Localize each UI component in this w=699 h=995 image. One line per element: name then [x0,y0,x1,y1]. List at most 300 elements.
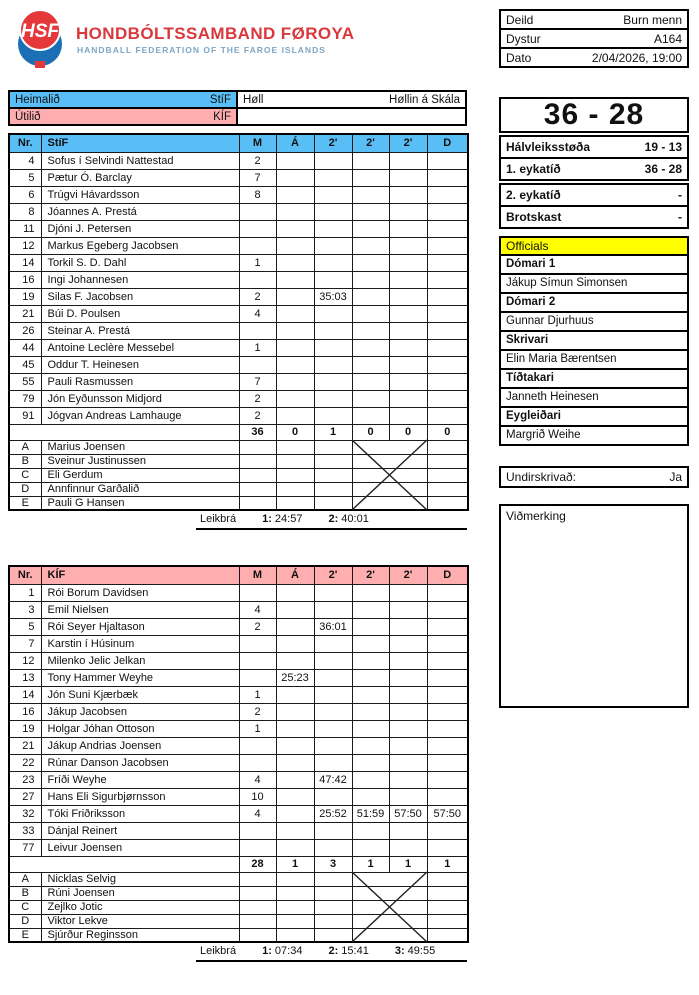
crossed-cell [352,482,427,496]
column-header: Nr. [9,134,41,152]
player-row [9,669,468,686]
stat-cell [427,288,468,305]
stat-cell: 4 [239,305,276,322]
stat-cell [427,900,468,914]
stat-cell [314,220,352,237]
stat-cell [276,254,314,271]
stat-cell [314,839,352,856]
official-name: Viktor Lekve [41,914,239,928]
player-number: 14 [9,686,41,703]
stat-cell [314,635,352,652]
column-header: D [427,134,468,152]
crossed-cell [352,440,427,454]
official-name: Gunnar Djurhuus [499,311,689,332]
stat-cell [239,237,276,254]
total-cell: 1 [314,424,352,440]
roster-table [8,133,469,511]
total-cell: 1 [427,856,468,872]
stat-cell [427,928,468,942]
info-value: A164 [653,31,682,46]
stat-cell [427,220,468,237]
player-row [9,356,468,373]
stat-cell [314,754,352,771]
stat-cell [389,788,427,805]
stat-cell [389,703,427,720]
stat-cell: 57:50 [389,805,427,822]
stat-cell [276,584,314,601]
stat-cell [239,440,276,454]
stat-cell [352,822,389,839]
player-row [9,322,468,339]
stat-cell [276,356,314,373]
stat-cell [239,322,276,339]
stat-cell [314,468,352,482]
stat-cell [352,339,389,356]
stat-cell [276,839,314,856]
player-row [9,339,468,356]
stat-cell [276,220,314,237]
remarks-box [499,504,689,708]
column-header: 2' [314,566,352,584]
stat-cell [352,169,389,186]
stat-cell [389,339,427,356]
stat-cell: 4 [239,805,276,822]
stat-cell [389,220,427,237]
player-name: Jóannes A. Prestá [41,203,239,220]
match-info-box [499,9,689,68]
stat-cell [389,771,427,788]
score-row-halftime [499,135,689,159]
player-name: Jón Eyðunsson Midjord [41,390,239,407]
stat-cell [276,237,314,254]
officials-panel [499,236,689,446]
player-row [9,618,468,635]
official-name: Eli Gerdum [41,468,239,482]
stat-cell [276,440,314,454]
stat-cell: 1 [239,686,276,703]
stat-cell [239,872,276,886]
stat-cell [427,152,468,169]
stat-cell [314,652,352,669]
player-name: Trúgvi Hávardsson [41,186,239,203]
stat-cell [314,788,352,805]
stat-cell: 2 [239,618,276,635]
stat-cell [427,440,468,454]
player-name: Hans Eli Sigurbjørnsson [41,788,239,805]
home-roster-table [8,133,467,530]
roster-table [8,565,469,943]
player-name: Tony Hammer Weyhe [41,669,239,686]
player-name: Djóni J. Petersen [41,220,239,237]
stat-cell [276,928,314,942]
total-cell: 1 [352,856,389,872]
column-header: M [239,134,276,152]
stat-cell [276,305,314,322]
stat-cell [276,373,314,390]
official-row [9,482,468,496]
player-number: 91 [9,407,41,424]
stat-cell [389,152,427,169]
official-row [9,886,468,900]
stat-cell [276,686,314,703]
player-row [9,271,468,288]
player-row [9,635,468,652]
remarks-label: Viðmerking [506,509,566,523]
total-cell: 36 [239,424,276,440]
signed-box [499,466,689,488]
stat-cell [276,468,314,482]
stat-cell: 51:59 [352,805,389,822]
player-row [9,754,468,771]
stat-cell [239,356,276,373]
official-name: Elin Maria Bærentsen [499,349,689,370]
away-label: Útilið [15,110,41,123]
column-header: D [427,566,468,584]
stat-cell [352,305,389,322]
stat-cell [276,482,314,496]
official-letter: D [9,482,41,496]
player-number: 16 [9,271,41,288]
official-letter: E [9,928,41,942]
stat-cell: 25:23 [276,669,314,686]
stat-cell [389,305,427,322]
stat-cell [276,390,314,407]
score-row-overtime2 [499,183,689,207]
stat-cell [427,635,468,652]
player-number: 7 [9,635,41,652]
score-row-value: - [678,210,682,224]
stat-cell [314,872,352,886]
official-row [9,872,468,886]
svg-text:HSF: HSF [21,21,59,42]
official-letter: A [9,872,41,886]
stat-cell [352,288,389,305]
player-number: 14 [9,254,41,271]
stat-cell [276,271,314,288]
stat-cell [314,454,352,468]
stat-cell [276,288,314,305]
stat-cell [389,737,427,754]
official-name: Zejlko Jotic [41,900,239,914]
player-row [9,237,468,254]
stat-cell: 4 [239,601,276,618]
info-label: Dato [506,50,532,65]
stat-cell [314,584,352,601]
stat-cell [389,618,427,635]
stat-cell: 2 [239,703,276,720]
stat-cell [314,886,352,900]
stat-cell [276,322,314,339]
stat-cell [239,754,276,771]
stat-cell [276,601,314,618]
official-letter: A [9,440,41,454]
player-name: Oddur T. Heinesen [41,356,239,373]
stat-cell [276,652,314,669]
player-number: 45 [9,356,41,373]
stat-cell [276,754,314,771]
stat-cell [314,496,352,510]
official-letter: C [9,468,41,482]
stat-cell [314,407,352,424]
column-header: KÍF [41,566,239,584]
stat-cell [427,203,468,220]
stat-cell [427,356,468,373]
player-number: 32 [9,805,41,822]
total-cell: 1 [276,856,314,872]
stat-cell: 47:42 [314,771,352,788]
stat-cell [427,482,468,496]
player-name: Jákup Jacobsen [41,703,239,720]
total-cell: 0 [389,424,427,440]
player-number: 1 [9,584,41,601]
stat-cell [239,454,276,468]
stat-cell [352,754,389,771]
stat-cell [352,322,389,339]
stat-cell: 2 [239,288,276,305]
total-cell: 3 [314,856,352,872]
away-roster-table [8,565,467,962]
score-panel [499,97,689,229]
stat-cell [314,822,352,839]
stat-cell [389,601,427,618]
away-team-band [8,107,467,126]
official-role: Dómari 1 [499,254,689,275]
stat-cell [389,720,427,737]
stat-cell [239,914,276,928]
stat-cell [427,788,468,805]
final-score: 36 - 28 [499,97,689,133]
stat-cell [427,169,468,186]
player-row [9,220,468,237]
stat-cell [239,635,276,652]
stat-cell [314,914,352,928]
stat-cell [352,737,389,754]
official-name: Annfinnur Garðalið [41,482,239,496]
official-role: Eygleiðari [499,406,689,427]
crossed-cell [352,928,427,942]
home-leikbra-footer [196,511,467,530]
totals-row [9,856,468,872]
player-name: Antoine Leclère Messebel [41,339,239,356]
stat-cell [239,822,276,839]
stat-cell [314,237,352,254]
stat-cell [276,805,314,822]
player-row [9,737,468,754]
stat-cell [314,271,352,288]
stat-cell [427,271,468,288]
player-row [9,390,468,407]
match-info-row-dato [499,47,689,68]
player-number: 16 [9,703,41,720]
hall-cell-empty [236,107,467,126]
official-role: Skrivari [499,330,689,351]
stat-cell: 1 [239,254,276,271]
stat-cell [389,390,427,407]
stat-cell [314,322,352,339]
stat-cell: 8 [239,186,276,203]
stat-cell [239,652,276,669]
player-number: 22 [9,754,41,771]
crossed-cell [352,914,427,928]
player-name: Pauli Rasmussen [41,373,239,390]
official-letter: C [9,900,41,914]
player-row [9,839,468,856]
player-number: 55 [9,373,41,390]
stat-cell [389,652,427,669]
player-row [9,703,468,720]
total-cell: 28 [239,856,276,872]
stat-cell [427,914,468,928]
player-row [9,254,468,271]
away-team-name: KÍF [213,110,231,123]
timeout-entry: 1: 07:34 [262,945,303,957]
stat-cell [239,468,276,482]
stat-cell [427,886,468,900]
player-number: 5 [9,618,41,635]
player-number: 6 [9,186,41,203]
stat-cell [314,169,352,186]
player-name: Jógvan Andreas Lamhauge [41,407,239,424]
stat-cell [276,703,314,720]
official-name: Margrið Weihe [499,425,689,446]
stat-cell [276,737,314,754]
stat-cell [314,440,352,454]
stat-cell [427,390,468,407]
stat-cell [427,496,468,510]
stat-cell [276,900,314,914]
totals-spacer [9,856,239,872]
player-number: 12 [9,652,41,669]
player-row [9,822,468,839]
stat-cell [276,152,314,169]
stat-cell [352,186,389,203]
official-row [9,454,468,468]
stat-cell [389,584,427,601]
stat-cell: 25:52 [314,805,352,822]
stat-cell: 2 [239,152,276,169]
stat-cell [427,737,468,754]
player-number: 12 [9,237,41,254]
stat-cell: 1 [239,720,276,737]
player-row [9,169,468,186]
info-label: Deild [506,12,534,27]
player-number: 3 [9,601,41,618]
stat-cell [427,771,468,788]
stat-cell [352,601,389,618]
player-row [9,771,468,788]
stat-cell [352,635,389,652]
player-name: Ingi Johannesen [41,271,239,288]
signed-value: Ja [669,470,682,484]
stat-cell [389,686,427,703]
stat-cell [239,271,276,288]
stat-cell [352,407,389,424]
player-name: Emil Nielsen [41,601,239,618]
stat-cell [427,822,468,839]
stat-cell [239,669,276,686]
player-number: 5 [9,169,41,186]
column-header: M [239,566,276,584]
stat-cell [239,203,276,220]
player-row [9,288,468,305]
stat-cell [314,928,352,942]
stat-cell [389,373,427,390]
org-name: HONDBÓLTSSAMBAND FØROYA [76,24,355,43]
stat-cell [314,373,352,390]
stat-cell [389,754,427,771]
column-header: 2' [352,134,389,152]
player-name: Pætur Ó. Barclay [41,169,239,186]
official-role: Tíðtakari [499,368,689,389]
stat-cell: 36:01 [314,618,352,635]
stat-cell: 2 [239,407,276,424]
timeout-entry: 2: 40:01 [328,513,369,525]
stat-cell: 35:03 [314,288,352,305]
stat-cell [427,584,468,601]
stat-cell [352,771,389,788]
player-row [9,652,468,669]
stat-cell [427,703,468,720]
timeout-entry: 3: 49:55 [394,945,436,957]
stat-cell [239,737,276,754]
stat-cell [314,339,352,356]
stat-cell [427,407,468,424]
stat-cell [427,305,468,322]
totals-row [9,424,468,440]
stat-cell [427,754,468,771]
stat-cell: 7 [239,373,276,390]
stat-cell [352,618,389,635]
stat-cell [276,872,314,886]
player-row [9,373,468,390]
stat-cell: 57:50 [427,805,468,822]
player-number: 26 [9,322,41,339]
officials-header: Officials [499,236,689,256]
column-header: Á [276,134,314,152]
player-name: Torkil S. D. Dahl [41,254,239,271]
leikbra-label: Leikbrá [200,945,237,957]
official-row [9,914,468,928]
totals-spacer [9,424,239,440]
stat-cell [427,652,468,669]
crossed-cell [352,886,427,900]
player-name: Fríði Weyhe [41,771,239,788]
total-cell: 0 [427,424,468,440]
player-name: Leivur Joensen [41,839,239,856]
stat-cell [352,686,389,703]
stat-cell [276,203,314,220]
player-name: Rúnar Danson Jacobsen [41,754,239,771]
player-name: Jón Suni Kjærbæk [41,686,239,703]
official-name: Marius Joensen [41,440,239,454]
player-name: Steinar A. Prestá [41,322,239,339]
player-row [9,186,468,203]
stat-cell: 1 [239,339,276,356]
stat-cell [276,618,314,635]
official-row [9,496,468,510]
official-letter: B [9,454,41,468]
player-row [9,601,468,618]
official-letter: D [9,914,41,928]
info-value: 2/04/2026, 19:00 [591,50,682,65]
player-row [9,203,468,220]
stat-cell [314,305,352,322]
stat-cell [352,788,389,805]
stat-cell [352,390,389,407]
stat-cell [389,635,427,652]
player-number: 11 [9,220,41,237]
away-team-cell [8,107,238,126]
